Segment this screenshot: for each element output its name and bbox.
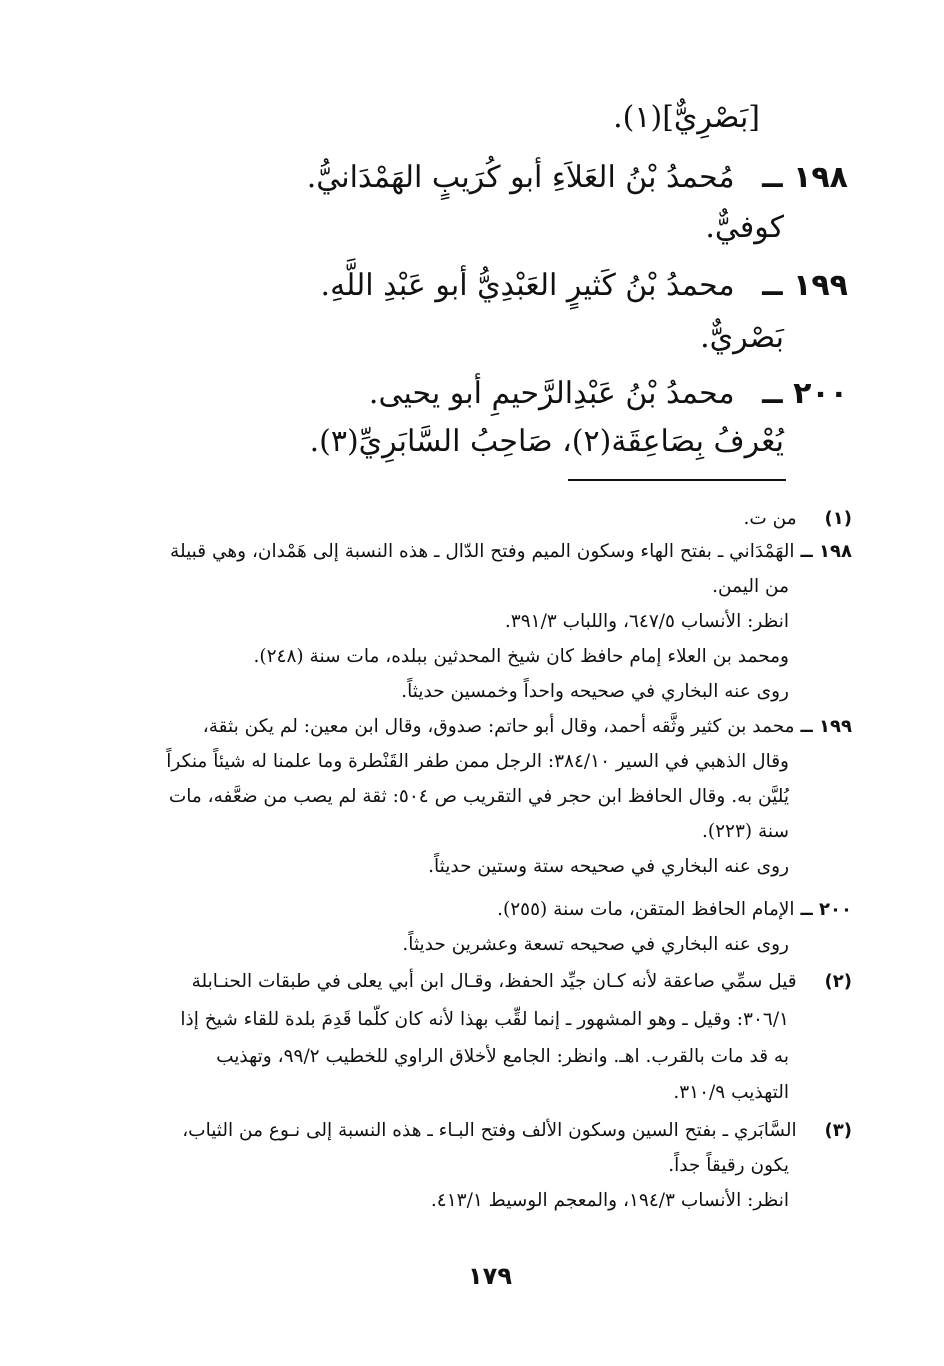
entry-name: مُحمدُ بْنُ العَلاَءِ أبو كُرَيبٍ الهَمْدَانيُّ.	[306, 160, 735, 195]
footnote-198-line-2	[712, 576, 789, 597]
origin-text: [بَصْرِيٌّ](١).	[613, 100, 760, 135]
entry-199	[321, 268, 848, 303]
entry-198	[307, 160, 848, 195]
footnote-199-line-4	[702, 821, 789, 842]
footnote-text: به قد مات بالقرب. اهـ. وانظر: الجامع لأخلاق الراوي للخطيب ٩٩/٢، وتهذيب	[216, 1046, 789, 1067]
entry-number: ٢٠٠ ــ	[762, 376, 848, 411]
entry-name: محمدُ بْنُ كَثيرٍ العَبْدِيُّ أبو عَبْدِ اللَّهِ.	[320, 268, 735, 303]
footnote-text: من ت.	[743, 508, 797, 529]
footnote-separator	[568, 479, 786, 481]
footnote-label: ٢٠٠ ــ	[800, 899, 852, 920]
footnote-label: (٣)	[824, 1120, 852, 1141]
footnote-label: ١٩٨ ــ	[800, 541, 852, 562]
footnote-3-line-3	[431, 1190, 789, 1211]
origin-text: بَصْريٌّ.	[700, 320, 784, 355]
footnote-198-line-3	[505, 611, 789, 632]
footnote-label: (١)	[824, 508, 852, 529]
footnote-label: ١٩٩ ــ	[800, 716, 852, 737]
footnote-199-line-2	[166, 751, 789, 772]
footnote-text: انظر: الأنساب ١٩٤/٣، والمعجم الوسيط ٤١٣/١.	[430, 1190, 789, 1211]
footnote-2-line-4	[673, 1082, 789, 1103]
footnote-text: روى عنه البخاري في صحيحه تسعة وعشرين حديثاً.	[402, 934, 789, 955]
footnote-200-line-1	[497, 899, 852, 920]
page-number: ١٧٩	[468, 1262, 512, 1290]
footnote-1	[743, 508, 852, 529]
footnote-198-line-1	[170, 541, 852, 562]
footnote-text: روى عنه البخاري في صحيحه ستة وستين حديثاً.	[428, 856, 789, 877]
footnote-198-line-5	[401, 681, 789, 702]
footnote-199-line-5	[428, 856, 789, 877]
footnote-200-line-2	[402, 934, 789, 955]
entry-200-known	[310, 424, 784, 459]
entry-number: ١٩٩ ــ	[762, 268, 848, 303]
footnote-text: ٣٠٦/١: وقيل ـ وهو المشهور ـ إنما لقِّب بهذا لأنه كان كلّما قَدِمَ بلدة للقاء شيخ إذا	[180, 1009, 789, 1030]
entry-198-origin	[705, 210, 784, 245]
footnote-198-line-4	[254, 646, 790, 667]
entry-name: محمدُ بْنُ عَبْدِالرَّحيمِ أبو يحيى.	[368, 376, 735, 411]
footnote-text: يكون رقيقاً جداً.	[668, 1155, 789, 1176]
footnote-199-line-3	[169, 786, 789, 807]
footnote-2-line-3	[216, 1046, 789, 1067]
footnote-text: وقال الذهبي في السير ٣٨٤/١٠: الرجل ممن طفر القَنْطرة وما علمنا له شيئاً منكراً	[166, 751, 789, 772]
footnote-text: يُليَّن به. وقال الحافظ ابن حجر في التقريب ص ٥٠٤: ثقة لم يصب من ضعَّفه، مات	[168, 786, 789, 807]
main-line-0	[613, 100, 760, 135]
footnote-text: انظر: الأنساب ٦٤٧/٥، واللباب ٣٩١/٣.	[504, 611, 789, 632]
footnote-text: روى عنه البخاري في صحيحه واحداً وخمسين حديثاً.	[401, 681, 789, 702]
footnote-2-line-2	[180, 1009, 789, 1030]
footnote-text: محمد بن كثير وثَّقه أحمد، وقال أبو حاتم: صدوق، وقال ابن معين: لم يكن بثقة،	[202, 716, 795, 737]
footnote-3-line-2	[668, 1155, 789, 1176]
footnote-label: (٢)	[824, 971, 852, 992]
footnote-text: ومحمد بن العلاء إمام حافظ كان شيخ المحدثين ببلده، مات سنة (٢٤٨).	[253, 646, 789, 667]
footnote-text: من اليمن.	[712, 576, 789, 597]
footnote-2-line-1	[192, 971, 852, 992]
origin-text: كوفيٌّ.	[705, 210, 784, 245]
footnote-text: سنة (٢٢٣).	[701, 821, 789, 842]
entry-number: ١٩٨ ــ	[762, 160, 848, 195]
footnote-199-line-1	[203, 716, 852, 737]
footnote-text: التهذيب ٣١٠/٩.	[673, 1082, 789, 1103]
footnote-text: الإمام الحافظ المتقن، مات سنة (٢٥٥).	[497, 899, 795, 920]
footnote-text: السَّابَري ـ بفتح السين وسكون الألف وفتح البـاء ـ هذه النسبة إلى نـوع من الثياب،	[182, 1120, 797, 1141]
origin-text: يُعْرفُ بِصَاعِقَة(٢)، صَاحِبُ السَّابَرِيِّ(٣).	[309, 424, 784, 459]
footnote-3-line-1	[182, 1120, 852, 1141]
footnote-text: قيل سمِّي صاعقة لأنه كـان جيِّد الحفظ، وقـال ابن أبي يعلى في طبقات الحنـابلة	[191, 971, 797, 992]
entry-199-origin	[700, 320, 784, 355]
entry-200	[369, 376, 848, 411]
footnote-text: الهَمْدَاني ـ بفتح الهاء وسكون الميم وفتح الدّال ـ هذه النسبة إلى هَمْدان، وهي قبيلة	[170, 541, 795, 562]
